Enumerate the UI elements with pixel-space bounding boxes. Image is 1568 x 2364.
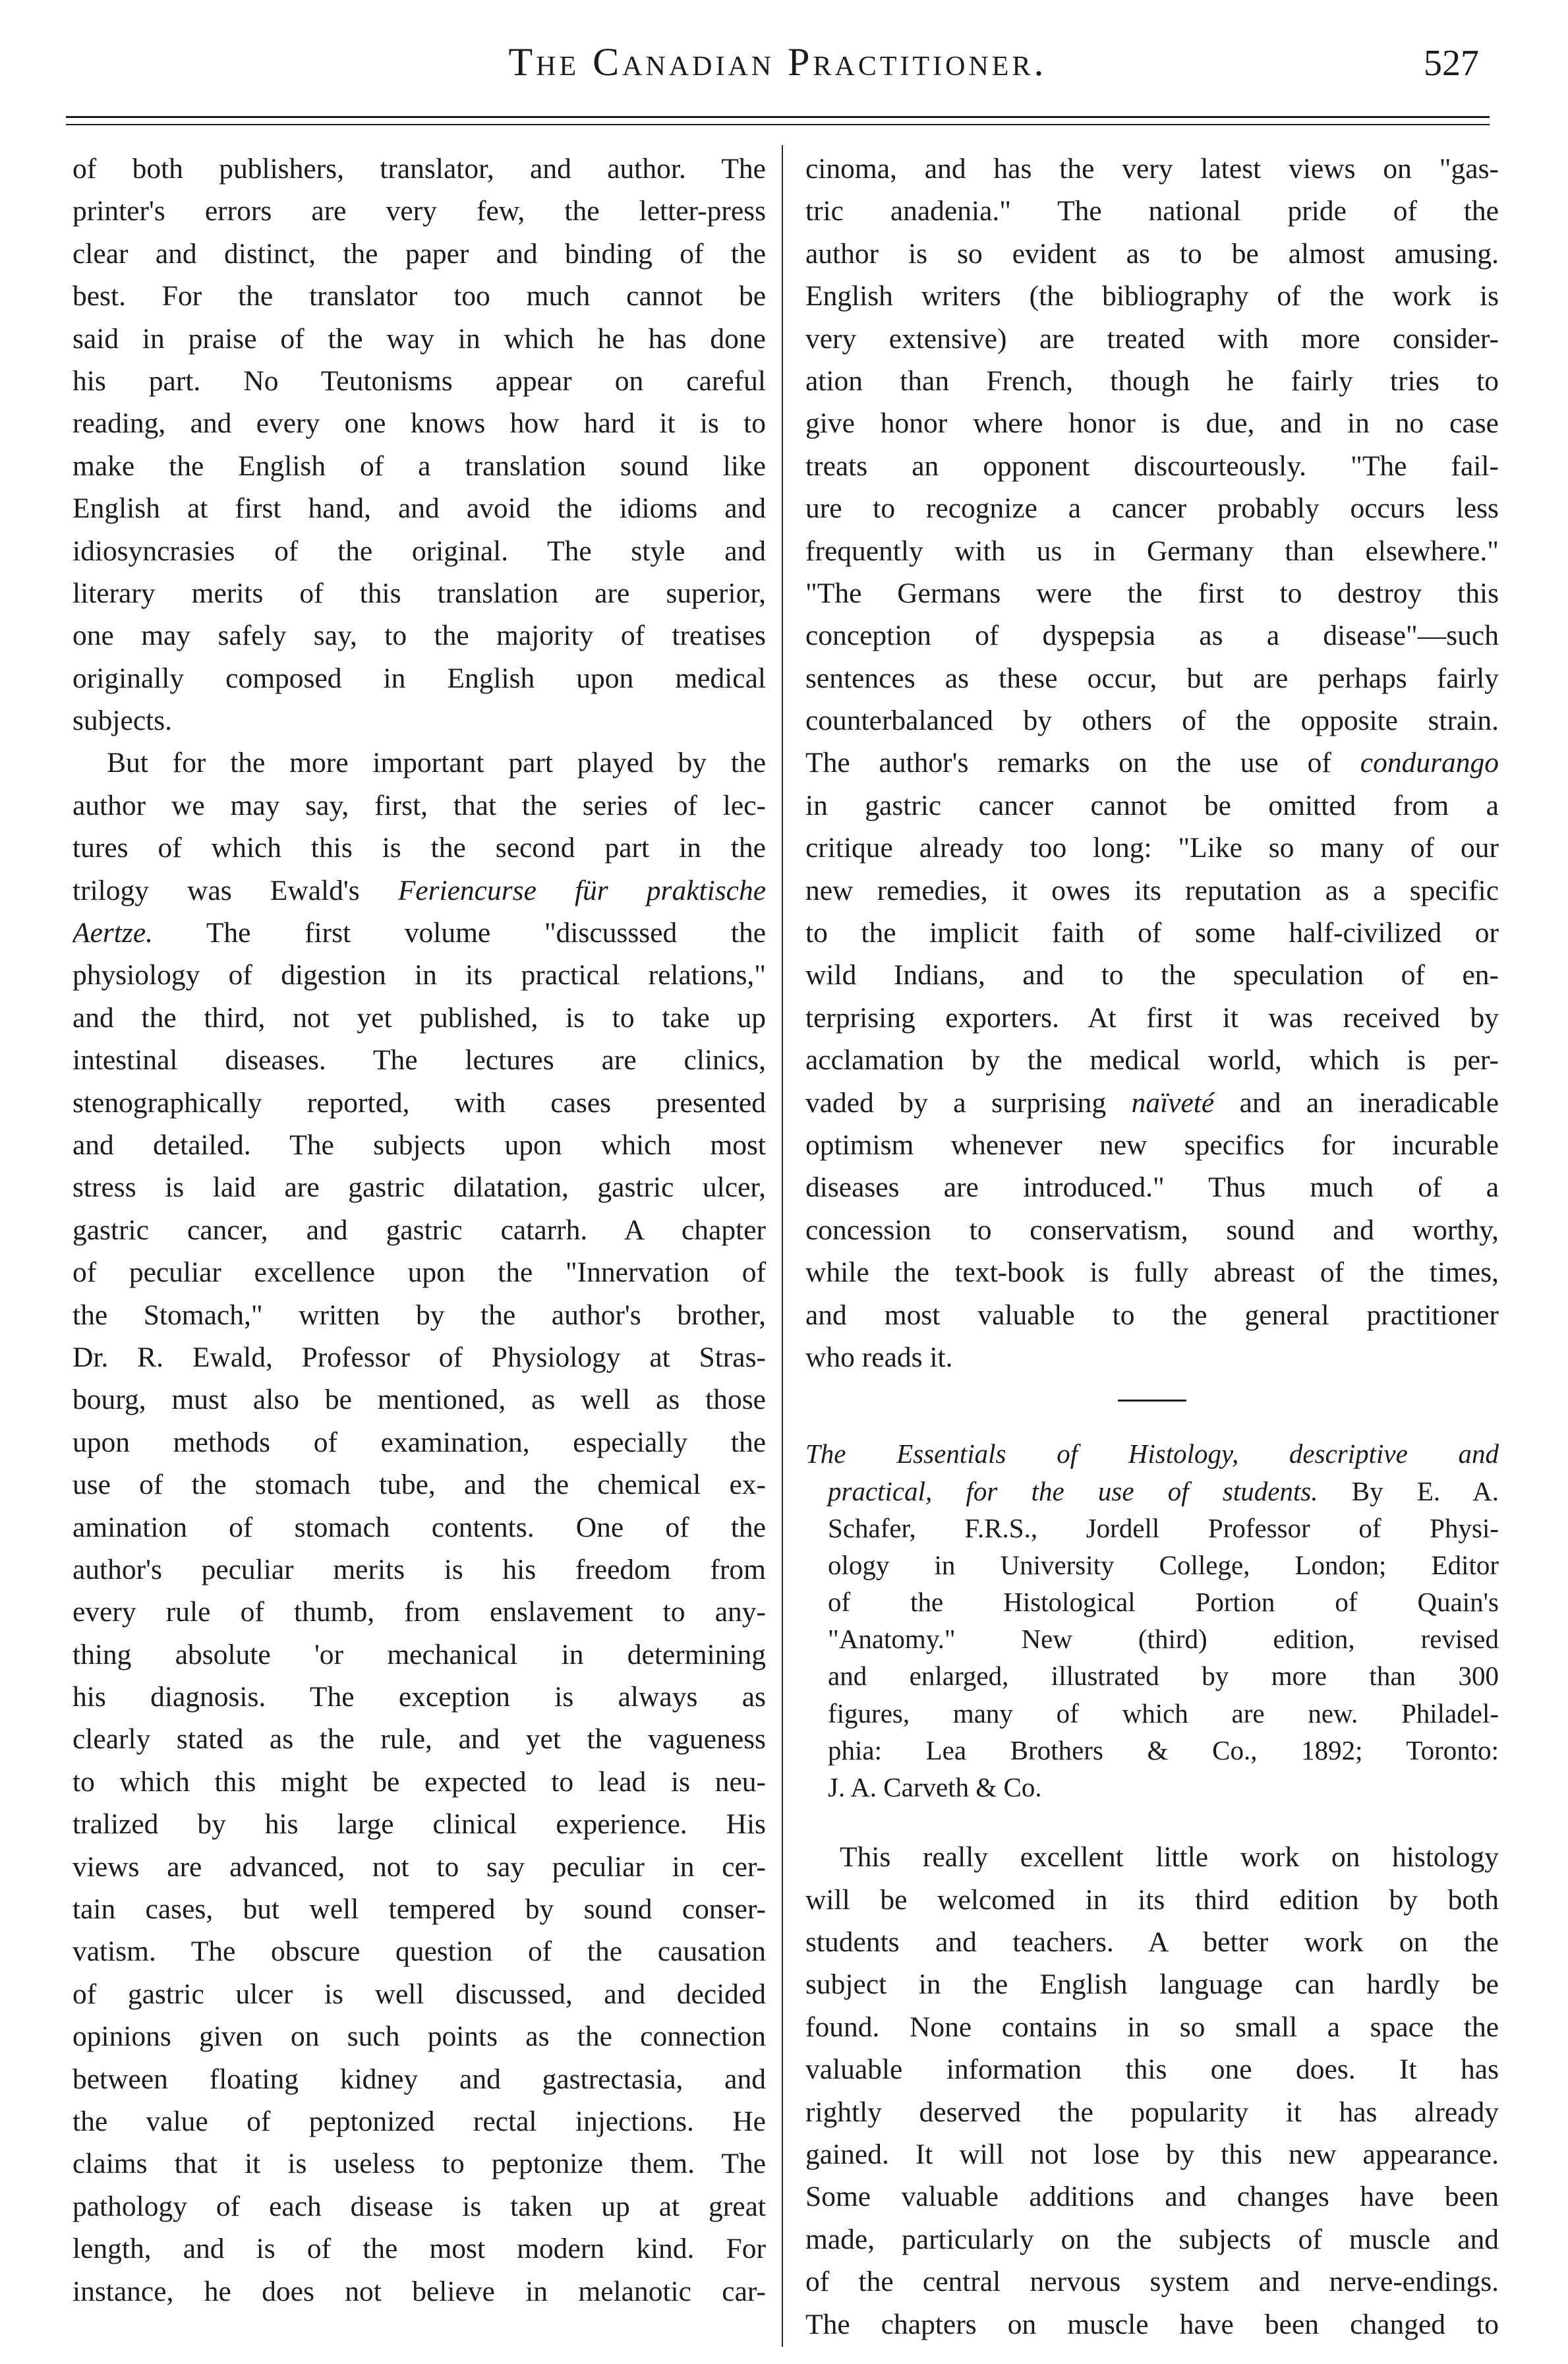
- text-line-with-italic: [73, 870, 766, 912]
- book-title-italic: The Essentials of Histology, descriptive and: [805, 1438, 1499, 1469]
- italic-title-feriencurse: Feriencurse für praktische: [397, 874, 766, 906]
- text-line-with-italic: [73, 912, 766, 954]
- text-line: his part. No Teutonisms appear on careful: [73, 365, 766, 397]
- text-line: while the text-book is fully abreast of the times,: [805, 1256, 1499, 1289]
- text-line: claims that it is useless to peptonize them. The: [73, 2148, 766, 2180]
- column-divider: [782, 145, 783, 2347]
- text-line: students and teachers. A better work on the: [805, 1926, 1499, 1958]
- text-line: one may safely say, to the majority of treatises: [73, 620, 766, 652]
- book-notice-line: figures, many of which are new. Philadel-: [828, 1698, 1499, 1729]
- text-line: new remedies, it owes its reputation as a specific: [805, 874, 1499, 906]
- text-line: ation than French, though he fairly tries to: [805, 365, 1499, 397]
- text-line: tures of which this is the second part in the: [73, 832, 766, 864]
- text-line: said in praise of the way in which he has done: [73, 322, 766, 355]
- text-line: literary merits of this translation are superior,: [73, 577, 766, 609]
- text-run: The first volume "discusssed the: [206, 917, 766, 949]
- text-line: subjects.: [73, 705, 173, 737]
- text-line: of peculiar excellence upon the "Innervation of: [73, 1256, 766, 1289]
- text-line: the Stomach," written by the author's brother,: [73, 1299, 766, 1331]
- text-line: best. For the translator too much cannot be: [73, 280, 766, 312]
- text-line: wild Indians, and to the speculation of en-: [805, 959, 1499, 991]
- text-line: opinions given on such points as the connection: [73, 2021, 766, 2053]
- text-line: every rule of thumb, from enslavement to any-: [73, 1596, 766, 1628]
- text-line: between floating kidney and gastrectasia, and: [73, 2063, 766, 2095]
- text-line: English at first hand, and avoid the idioms and: [73, 492, 766, 525]
- text-line: reading, and every one knows how hard it is to: [73, 407, 766, 440]
- book-notice-line: "Anatomy." New (third) edition, revised: [828, 1624, 1499, 1655]
- text-line: made, particularly on the subjects of muscle and: [805, 2223, 1499, 2255]
- text-line: valuable information this one does. It has: [805, 2054, 1499, 2086]
- right-column: [805, 148, 1499, 2346]
- text-line: intestinal diseases. The lectures are clinics,: [73, 1044, 766, 1077]
- text-line: will be welcomed in its third edition by both: [805, 1883, 1499, 1916]
- text-line: The chapters on muscle have been changed to: [805, 2308, 1499, 2340]
- text-line: critique already too long: "Like so many of our: [805, 832, 1499, 864]
- text-line: and most valuable to the general practitioner: [805, 1299, 1499, 1331]
- text-line: conception of dyspepsia as a disease"—such: [805, 620, 1499, 652]
- text-line: clearly stated as the rule, and yet the vagueness: [73, 1723, 766, 1756]
- page-header: [66, 40, 1490, 103]
- text-line: and the third, not yet published, is to take up: [73, 1001, 766, 1034]
- text-line: found. None contains in so small a space the: [805, 2011, 1499, 2043]
- text-line: physiology of digestion in its practical relations,": [73, 959, 766, 991]
- running-title: The Canadian Practitioner.: [508, 40, 1047, 84]
- text-line-with-italic: [805, 1082, 1499, 1124]
- text-line: This really excellent little work on histology: [840, 1841, 1499, 1874]
- text-line: to which this might be expected to lead is neu-: [73, 1765, 766, 1798]
- text-line: author is so evident as to be almost amusing.: [805, 237, 1499, 270]
- book-notice-line: of the Histological Portion of Quain's: [828, 1587, 1499, 1618]
- text-line: frequently with us in Germany than elsewhere.": [805, 535, 1499, 567]
- text-run: The author's remarks on the use of: [805, 747, 1331, 779]
- book-notice-line: J. A. Carveth & Co.: [828, 1772, 1042, 1803]
- text-line: counterbalanced by others of the opposite strain.: [805, 705, 1499, 737]
- text-line: gained. It will not lose by this new appearance.: [805, 2138, 1499, 2170]
- text-line: optimism whenever new specifics for incurable: [805, 1129, 1499, 1161]
- text-line: give honor where honor is due, and in no case: [805, 407, 1499, 440]
- text-line: to the implicit faith of some half-civilized or: [805, 917, 1499, 949]
- text-line: diseases are introduced." Thus much of a: [805, 1171, 1499, 1204]
- text-run: By E. A.: [1351, 1475, 1499, 1506]
- text-line: But for the more important part played by the: [107, 747, 766, 779]
- book-notice-line: and enlarged, illustrated by more than 300: [828, 1661, 1499, 1692]
- text-line: his diagnosis. The exception is always as: [73, 1681, 766, 1713]
- header-rule-thick: [66, 116, 1490, 118]
- text-line: of gastric ulcer is well discussed, and decided: [73, 1978, 766, 2010]
- text-line: tric anadenia." The national pride of the: [805, 195, 1499, 227]
- text-line: subject in the English language can hardly be: [805, 1968, 1499, 2001]
- italic-word-naivete: naïveté: [1131, 1086, 1215, 1119]
- text-line: cinoma, and has the very latest views on "gas-: [805, 153, 1499, 185]
- italic-title-aertze: Aertze.: [73, 917, 154, 949]
- text-line: use of the stomach tube, and the chemical ex-: [73, 1469, 766, 1501]
- text-line: Some valuable additions and changes have been: [805, 2181, 1499, 2213]
- text-line: length, and is of the most modern kind. For: [73, 2233, 766, 2265]
- text-line: pathology of each disease is taken up at great: [73, 2190, 766, 2222]
- text-line: amination of stomach contents. One of the: [73, 1511, 766, 1543]
- text-line: author's peculiar merits is his freedom from: [73, 1553, 766, 1585]
- text-line: vatism. The obscure question of the causation: [73, 1936, 766, 1968]
- left-column: [73, 148, 766, 2313]
- text-line: of both publishers, translator, and author. The: [73, 153, 766, 185]
- text-line: tain cases, but well tempered by sound conser-: [73, 1893, 766, 1926]
- text-run: trilogy was Ewald's: [73, 874, 360, 906]
- text-line: make the English of a translation sound like: [73, 450, 766, 482]
- text-line: English writers (the bibliography of the work is: [805, 280, 1499, 312]
- text-line: instance, he does not believe in melanotic car-: [73, 2275, 766, 2307]
- text-line: stress is laid are gastric dilatation, gastric ulcer,: [73, 1171, 766, 1204]
- text-line: "The Germans were the first to destroy this: [805, 577, 1499, 609]
- book-title-line: [805, 1435, 1499, 1472]
- book-notice: [805, 1435, 1499, 1806]
- page-number: 527: [1424, 43, 1479, 84]
- text-line: originally composed in English upon medical: [73, 662, 766, 694]
- text-run: vaded by a surprising: [805, 1086, 1107, 1119]
- text-line: upon methods of examination, especially the: [73, 1426, 766, 1458]
- text-line: thing absolute 'or mechanical in determining: [73, 1638, 766, 1670]
- book-title-italic: practical, for the use of students.: [828, 1475, 1318, 1506]
- text-line: acclamation by the medical world, which is per-: [805, 1044, 1499, 1077]
- text-line: idiosyncrasies of the original. The style and: [73, 535, 766, 567]
- text-line: ure to recognize a cancer probably occurs less: [805, 492, 1499, 525]
- text-line: terprising exporters. At first it was received by: [805, 1001, 1499, 1034]
- text-line: of the central nervous system and nerve-endings.: [805, 2266, 1499, 2298]
- text-line: in gastric cancer cannot be omitted from a: [805, 789, 1499, 821]
- text-line: tralized by his large clinical experience. His: [73, 1808, 766, 1841]
- book-notice-line: ology in University College, London; Editor: [828, 1549, 1499, 1580]
- text-line: sentences as these occur, but are perhaps fairly: [805, 662, 1499, 694]
- text-line: stenographically reported, with cases presented: [73, 1086, 766, 1119]
- text-line: Dr. R. Ewald, Professor of Physiology at Stras-: [73, 1341, 766, 1373]
- text-line: treats an opponent discourteously. "The fail-: [805, 450, 1499, 482]
- italic-word-condurango: condurango: [1360, 747, 1499, 779]
- text-line: the value of peptonized rectal injections. He: [73, 2105, 766, 2137]
- book-notice-line: phia: Lea Brothers & Co., 1892; Toronto:: [828, 1734, 1499, 1765]
- text-line: who reads it.: [805, 1341, 953, 1373]
- book-title-line: [805, 1473, 1499, 1510]
- spacer: [805, 1806, 1499, 1836]
- text-line: very extensive) are treated with more consider-: [805, 322, 1499, 355]
- header-rule-thin: [66, 124, 1490, 125]
- book-notice-line: Schafer, F.R.S., Jordell Professor of Physi-: [828, 1512, 1499, 1543]
- section-divider: [805, 1378, 1499, 1431]
- text-line: bourg, must also be mentioned, as well as those: [73, 1384, 766, 1416]
- text-line: and detailed. The subjects upon which most: [73, 1129, 766, 1161]
- text-line: clear and distinct, the paper and binding of the: [73, 237, 766, 270]
- text-line: gastric cancer, and gastric catarrh. A chapter: [73, 1214, 766, 1246]
- text-line: printer's errors are very few, the letter-press: [73, 195, 766, 227]
- short-rule: [1118, 1400, 1186, 1402]
- text-line-with-italic: [805, 742, 1499, 784]
- text-line: concession to conservatism, sound and worthy,: [805, 1214, 1499, 1246]
- text-line: rightly deserved the popularity it has already: [805, 2096, 1499, 2128]
- text-line: views are advanced, not to say peculiar in cer-: [73, 1850, 766, 1883]
- text-line: author we may say, first, that the series of lec-: [73, 789, 766, 821]
- text-run: and an ineradicable: [1239, 1086, 1499, 1119]
